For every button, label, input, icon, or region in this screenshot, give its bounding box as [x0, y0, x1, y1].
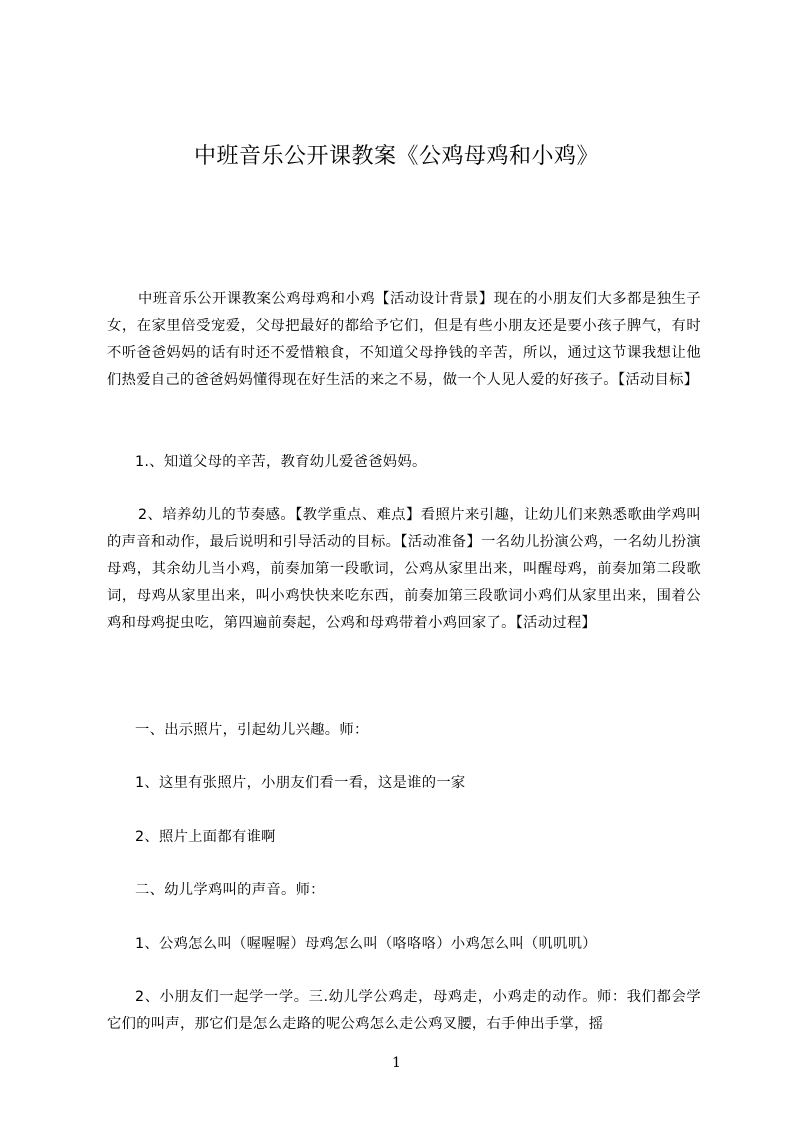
paragraph-goal-2: 2、培养幼儿的节奏感。【教学重点、难点】看照片来引趣，让幼儿们来熟悉歌曲学鸡叫的声音和动作，最后说明和引导活动的目标。【活动准备】一名幼儿扮演公鸡，一名幼儿扮演母鸡，其余幼儿当小鸡，前奏加第一段歌词，公鸡从家里出来，叫醒母鸡，前奏加第二段歌词，母鸡从家里出来，叫小鸡快快来吃东西，前奏加第三段歌词小鸡们从家里出来，围着公鸡和母鸡捉虫吃，第四遍前奏起，公鸡和母鸡带着小鸡回家了。【活动过程】 — [107, 507, 701, 631]
page-number: 1 — [392, 1055, 401, 1071]
paragraph-step-1-q2: 2、照片上面都有谁啊 — [135, 829, 276, 845]
paragraph-step-2-q2: 2、小朋友们一起学一学。三.幼儿学公鸡走，母鸡走，小鸡走的动作。师：我们都会学它们的叫声，那它们是怎么走路的呢公鸡怎么走公鸡叉腰，右手伸出手掌，摇 — [107, 989, 701, 1032]
paragraph-step-1: 一、出示照片，引起幼儿兴趣。师： — [135, 722, 369, 738]
paragraph-goal-1: 1.、知道父母的辛苦，教育幼儿爱爸爸妈妈。 — [135, 454, 427, 470]
document-title: 中班音乐公开课教案《公鸡母鸡和小鸡》 — [193, 144, 599, 169]
paragraph-step-1-q1: 1、这里有张照片，小朋友们看一看，这是谁的一家 — [135, 775, 466, 791]
paragraph-step-2-q1: 1、公鸡怎么叫（喔喔喔）母鸡怎么叫（咯咯咯）小鸡怎么叫（叽叽叽） — [135, 936, 597, 952]
paragraph-background: 中班音乐公开课教案公鸡母鸡和小鸡【活动设计背景】现在的小朋友们大多都是独生子女，在家里倍受宠爱，父母把最好的都给予它们，但是有些小朋友还是要小孩子脾气，有时不听爸爸妈妈的话有时还不爱惜粮食，不知道父母挣钱的辛苦，所以，通过这节课我想让他们热爱自己的爸爸妈妈懂得现在好生活的来之不易，做一个人见人爱的好孩子。【活动目标】 — [107, 291, 701, 388]
paragraph-step-2: 二、幼儿学鸡叫的声音。师： — [135, 882, 325, 898]
